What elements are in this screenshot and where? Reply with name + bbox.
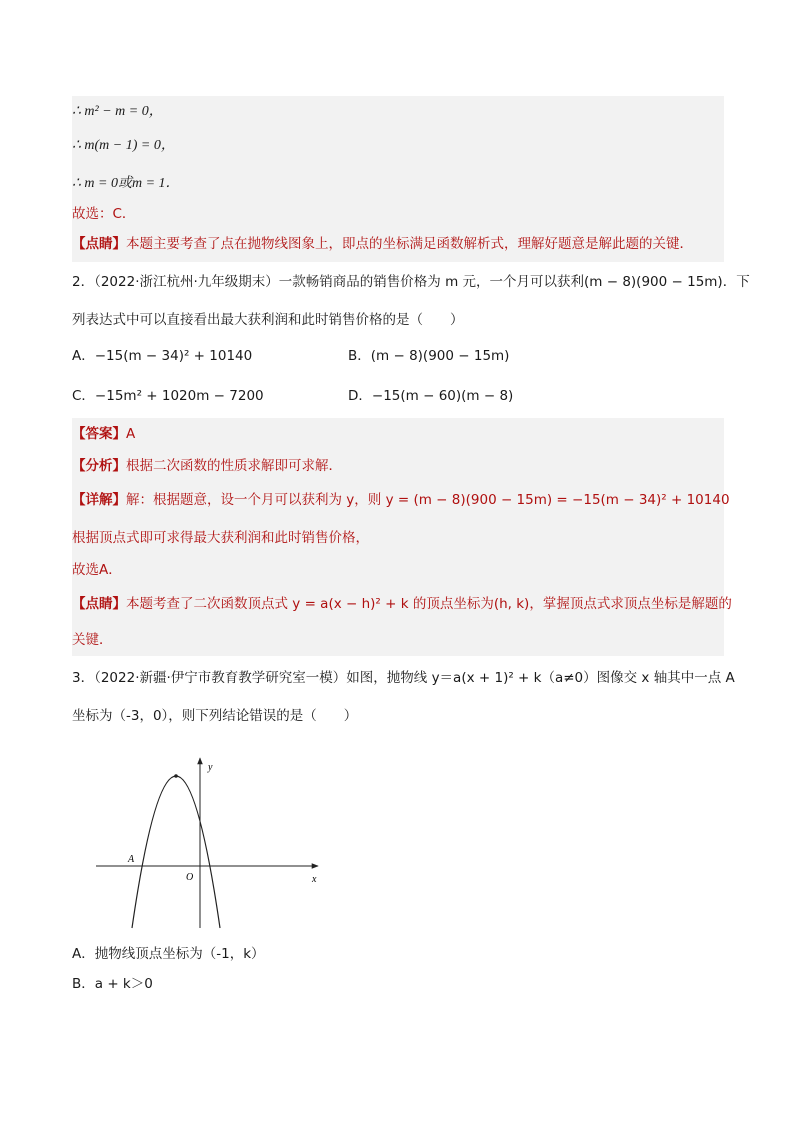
solution-line-1: ∴ m² − m = 0， bbox=[72, 104, 163, 119]
solution-line-3: ∴ m = 0或m = 1． bbox=[72, 176, 180, 191]
y-axis-label: y bbox=[208, 762, 213, 773]
vertex-point bbox=[174, 774, 178, 778]
q2-option-b: B．(m − 8)(900 − 15m) bbox=[348, 348, 510, 364]
comment-tag: 【点睛】 bbox=[72, 596, 126, 612]
parabola-figure bbox=[90, 752, 330, 932]
detail-tag: 【详解】 bbox=[72, 492, 126, 508]
q2-option-a: A．−15(m − 34)² + 10140 bbox=[72, 348, 253, 364]
origin-label: O bbox=[186, 872, 194, 883]
answer-tag: 【答案】 bbox=[72, 426, 126, 442]
q2-stem-line-1: 2．（2022·浙江杭州·九年级期末）一款畅销商品的销售价格为 m 元，一个月可以获利(m − 8)(900 − 15m)．下 bbox=[72, 274, 750, 290]
q2-option-d: D．−15(m − 60)(m − 8) bbox=[348, 388, 514, 404]
q3-option-b: B．a + k＞0 bbox=[72, 976, 153, 992]
answer-value: A bbox=[126, 426, 136, 442]
q2-detail-line-2: 根据顶点式即可求得最大获利润和此时销售价格， bbox=[72, 530, 369, 546]
solution-answer: 故选：C． bbox=[72, 206, 136, 222]
x-axis-label: x bbox=[312, 874, 317, 885]
q2-comment-row bbox=[72, 594, 732, 614]
comment-row-previous bbox=[72, 234, 693, 254]
q2-analysis-row bbox=[72, 456, 342, 476]
solution-line-2: ∴ m(m − 1) = 0， bbox=[72, 138, 175, 153]
q3-option-a: A．抛物线顶点坐标为（-1，k） bbox=[72, 946, 265, 962]
q2-stem-line-2: 列表达式中可以直接看出最大获利润和此时销售价格的是（ ） bbox=[72, 312, 464, 328]
q3-stem-line-1: 3．（2022·新疆·伊宁市教育教学研究室一模）如图，抛物线 y＝a(x + 1)² + k（a≠0）图像交 x 轴其中一点 A bbox=[72, 670, 735, 686]
q2-choose: 故选A． bbox=[72, 562, 122, 578]
parabola-curve bbox=[132, 776, 220, 928]
comment-text: 本题主要考查了点在抛物线图象上，即点的坐标满足函数解析式，理解好题意是解此题的关键． bbox=[126, 236, 693, 252]
comment-tag: 【点睛】 bbox=[72, 236, 126, 252]
analysis-tag: 【分析】 bbox=[72, 458, 126, 474]
comment-text: 本题考查了二次函数顶点式 y = a(x − h)² + k 的顶点坐标为(h, k)，掌握顶点式求顶点坐标是解题的 bbox=[126, 596, 732, 612]
q2-detail-row bbox=[72, 490, 730, 510]
q2-option-c: C．−15m² + 1020m − 7200 bbox=[72, 388, 264, 404]
q2-comment-line-2: 关键． bbox=[72, 632, 113, 648]
detail-text: 解：根据题意，设一个月可以获利为 y，则 y = (m − 8)(900 − 15m) = −15(m − 34)² + 10140 bbox=[126, 492, 730, 508]
analysis-text: 根据二次函数的性质求解即可求解． bbox=[126, 458, 342, 474]
point-a-label: A bbox=[128, 854, 135, 865]
q3-stem-line-2: 坐标为（-3，0），则下列结论错误的是（ ） bbox=[72, 708, 358, 724]
q2-answer-row bbox=[72, 424, 135, 444]
